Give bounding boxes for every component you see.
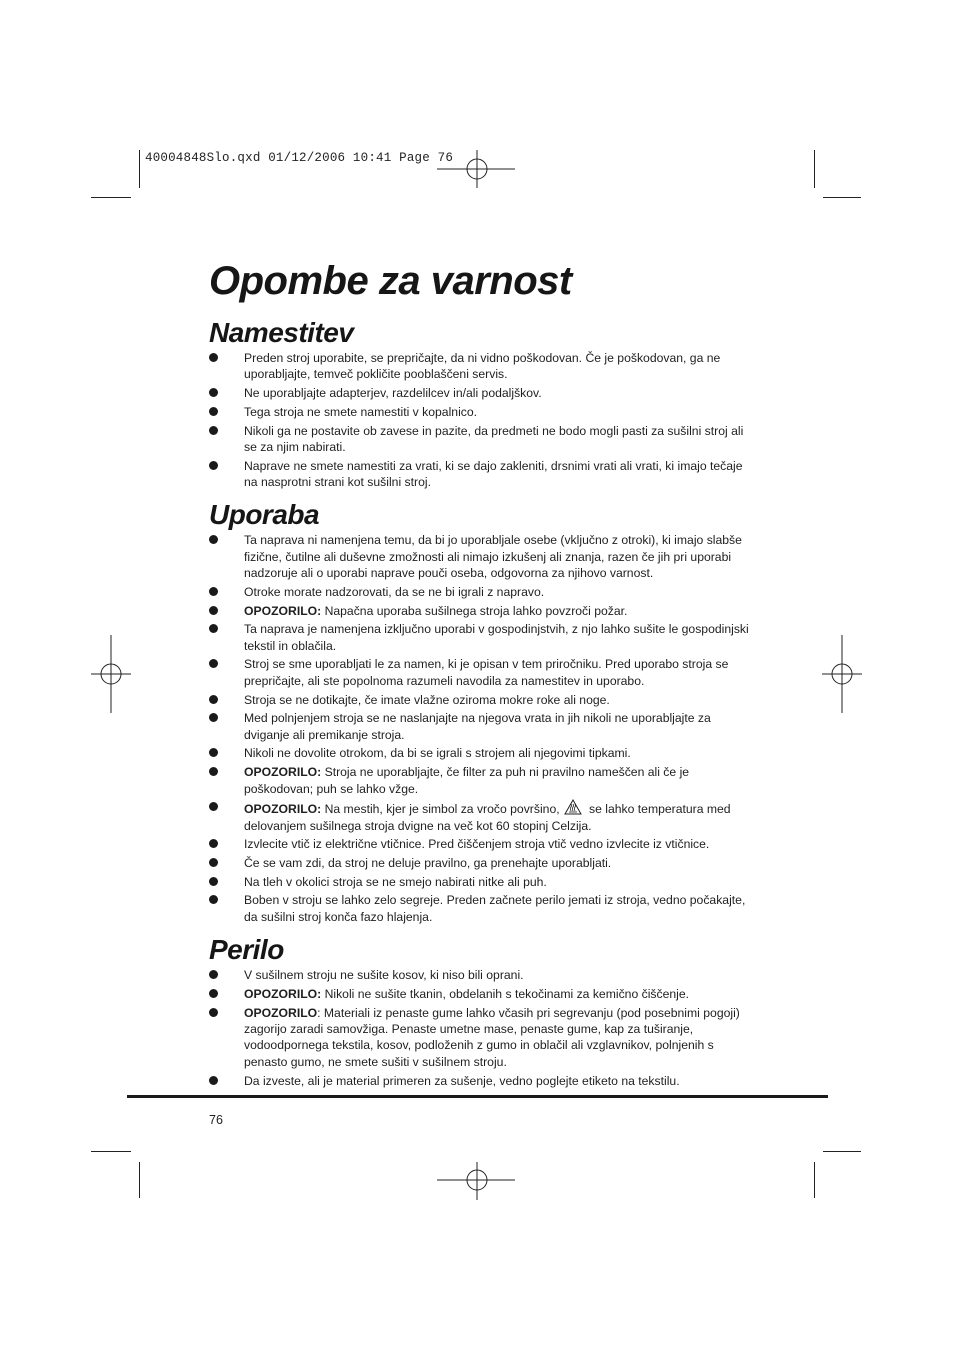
bullet-icon bbox=[209, 353, 218, 362]
item-text: se lahko temperatura med delovanjem sušilnega stroja dvigne na več kot 60 stopinj Celzija. bbox=[244, 802, 731, 833]
item-text: Nikoli ga ne postavite ob zavese in pazite, da predmeti ne bodo mogli pasti za sušilni stroj ali se za njim nabirati. bbox=[244, 423, 744, 454]
bullet-icon bbox=[209, 407, 218, 416]
crop-mark bbox=[91, 1151, 131, 1152]
hot-surface-icon bbox=[564, 799, 582, 815]
bullet-icon bbox=[209, 535, 218, 544]
crop-mark bbox=[91, 197, 131, 198]
item-text: Če se vam zdi, da stroj ne deluje pravilno, ga prenehajte uporabljati. bbox=[244, 856, 612, 871]
list-item bbox=[209, 710, 754, 743]
list-item bbox=[209, 584, 754, 600]
bullet-icon bbox=[209, 624, 218, 633]
item-text: Napačna uporaba sušilnega stroja lahko povzroči požar. bbox=[321, 603, 628, 618]
list-item bbox=[209, 874, 754, 890]
item-text: Stroja se ne dotikajte, če imate vlažne oziroma mokre roke ali noge. bbox=[244, 692, 610, 707]
list-item bbox=[209, 385, 754, 401]
bullet-list bbox=[209, 532, 754, 925]
item-text: Naprave ne smete namestiti za vrati, ki se dajo zakleniti, drsnimi vrati ali vrati, ki imajo tečaje na nasprotni strani kot sušilni stroj. bbox=[244, 458, 743, 490]
bullet-icon bbox=[209, 802, 218, 811]
bullet-icon bbox=[209, 767, 218, 776]
page-content bbox=[209, 255, 754, 1091]
registration-mark-icon bbox=[437, 1160, 517, 1200]
crop-mark bbox=[139, 150, 140, 188]
bullet-icon bbox=[209, 659, 218, 668]
list-item bbox=[209, 836, 754, 852]
item-text: Preden stroj uporabite, se prepričajte, da ni vidno poškodovan. Če je poškodovan, ga ne uporabljajte, temveč pokličite pooblaščeni servis. bbox=[244, 351, 721, 382]
list-item bbox=[209, 764, 754, 797]
list-item bbox=[209, 799, 754, 834]
list-item bbox=[209, 745, 754, 761]
list-item bbox=[209, 656, 754, 689]
item-text: Nikoli ne sušite tkanin, obdelanih s tekočinami za kemično čiščenje. bbox=[321, 986, 690, 1001]
bullet-icon bbox=[209, 895, 218, 904]
bullet-icon bbox=[209, 839, 218, 848]
list-item bbox=[209, 692, 754, 708]
bullet-list bbox=[209, 350, 754, 490]
registration-mark-icon bbox=[822, 635, 862, 715]
item-text: Otroke morate nadzorovati, da se ne bi igrali z napravo. bbox=[244, 584, 545, 599]
page-number: 76 bbox=[209, 1113, 223, 1127]
list-item bbox=[209, 423, 754, 456]
list-item bbox=[209, 404, 754, 420]
crop-mark bbox=[823, 197, 861, 198]
list-item bbox=[209, 967, 754, 983]
list-item bbox=[209, 892, 754, 925]
item-text: Da izveste, ali je material primeren za sušenje, vedno poglejte etiketo na tekstilu. bbox=[244, 1073, 680, 1088]
list-item bbox=[209, 603, 754, 619]
list-item bbox=[209, 532, 754, 581]
bullet-icon bbox=[209, 1076, 218, 1085]
print-slug: 40004848Slo.qxd 01/12/2006 10:41 Page 76 bbox=[145, 151, 454, 165]
bullet-icon bbox=[209, 970, 218, 979]
item-text: Na tleh v okolici stroja se ne smejo nabirati nitke ali puh. bbox=[244, 874, 547, 889]
item-text: Nikoli ne dovolite otrokom, da bi se igrali s strojem ali njegovimi tipkami. bbox=[244, 746, 631, 761]
list-item bbox=[209, 986, 754, 1002]
crop-mark bbox=[814, 150, 815, 188]
crop-mark bbox=[823, 1151, 861, 1152]
list-item bbox=[209, 855, 754, 871]
item-text: Med polnjenjem stroja se ne naslanjajte na njegova vrata in jih nikoli ne uporabljajte za dviganje ali premikanje stroja. bbox=[244, 711, 711, 742]
warning-label: OPOZORILO: bbox=[244, 802, 322, 817]
bullet-icon bbox=[209, 587, 218, 596]
registration-mark-icon bbox=[437, 150, 517, 190]
list-item bbox=[209, 621, 754, 654]
bullet-icon bbox=[209, 713, 218, 722]
crop-mark bbox=[814, 1162, 815, 1198]
bullet-icon bbox=[209, 606, 218, 615]
bullet-icon bbox=[209, 1008, 218, 1017]
item-text: Izvlecite vtič iz električne vtičnice. Pred čiščenjem stroja vtič vedno izvlecite iz vtičnice. bbox=[244, 837, 710, 852]
item-text: Ta naprava je namenjena izključno uporabi v gospodinjstvih, z njo lahko sušite le gospodinjski tekstil in oblačila. bbox=[244, 622, 749, 653]
warning-label: OPOZORILO: bbox=[244, 986, 322, 1001]
item-text: Stroj se sme uporabljati le za namen, ki je opisan v tem priročniku. Pred uporabo stroja se prepričajte, ali ste popolnoma razumeli navodila za namestitev in uporabo. bbox=[244, 657, 729, 688]
item-text: Ta naprava ni namenjena temu, da bi jo uporabljale osebe (vključno z otroki), ki imajo slabše fizične, čutilne ali duševne zmožnosti ali nimajo izkušenj ali znanja, razen če jih pri uporabi nadzoruje ali o uporabi naprave pouči oseba, odgovorna za njihovo varnost. bbox=[244, 533, 742, 581]
item-text: : Materiali iz penaste gume lahko včasih pri segrevanju (pod posebnimi pogoji) zagorijo zaradi samovžiga. Penaste umetne mase, penaste gume, kap za tuširanje, vodoodpornega tekstila, kosov, podloženih z gumo in oblačil ali vzglavnikov, polnjenih s penasto gumo, ne smete sušiti v sušilnem stroju. bbox=[244, 1005, 740, 1069]
bullet-icon bbox=[209, 426, 218, 435]
crop-mark bbox=[139, 1162, 140, 1198]
warning-label: OPOZORILO: bbox=[244, 603, 322, 618]
section-heading-perilo: Perilo bbox=[209, 934, 284, 966]
section-heading-namestitev: Namestitev bbox=[209, 317, 354, 348]
item-text: Tega stroja ne smete namestiti v kopalnico. bbox=[244, 404, 478, 419]
list-item bbox=[209, 350, 754, 383]
warning-label: OPOZORILO bbox=[244, 1005, 318, 1020]
list-item bbox=[209, 458, 754, 491]
bullet-icon bbox=[209, 858, 218, 867]
list-item bbox=[209, 1005, 754, 1071]
item-text: V sušilnem stroju ne sušite kosov, ki niso bili oprani. bbox=[244, 968, 524, 983]
footer-rule bbox=[127, 1095, 828, 1098]
bullet-icon bbox=[209, 461, 218, 470]
bullet-icon bbox=[209, 989, 218, 998]
warning-label: OPOZORILO: bbox=[244, 765, 322, 780]
bullet-icon bbox=[209, 877, 218, 886]
page-title: Opombe za varnost bbox=[209, 259, 572, 303]
item-text: Boben v stroju se lahko zelo segreje. Preden začnete perilo jemati iz stroja, vedno počakajte, da sušilni stroj konča fazo hlajenja. bbox=[244, 893, 746, 924]
bullet-icon bbox=[209, 748, 218, 757]
bullet-list bbox=[209, 967, 754, 1089]
bullet-icon bbox=[209, 388, 218, 397]
section-heading-uporaba: Uporaba bbox=[209, 499, 320, 531]
item-text: Na mestih, kjer je simbol za vročo površino, bbox=[321, 802, 560, 817]
bullet-icon bbox=[209, 695, 218, 704]
list-item bbox=[209, 1073, 754, 1089]
item-text: Ne uporabljajte adapterjev, razdelilcev in/ali podaljškov. bbox=[244, 386, 542, 401]
item-text: Stroja ne uporabljajte, če filter za puh ni pravilno nameščen ali če je poškodovan; puh se lahko vžge. bbox=[244, 765, 690, 796]
registration-mark-icon bbox=[91, 635, 131, 715]
